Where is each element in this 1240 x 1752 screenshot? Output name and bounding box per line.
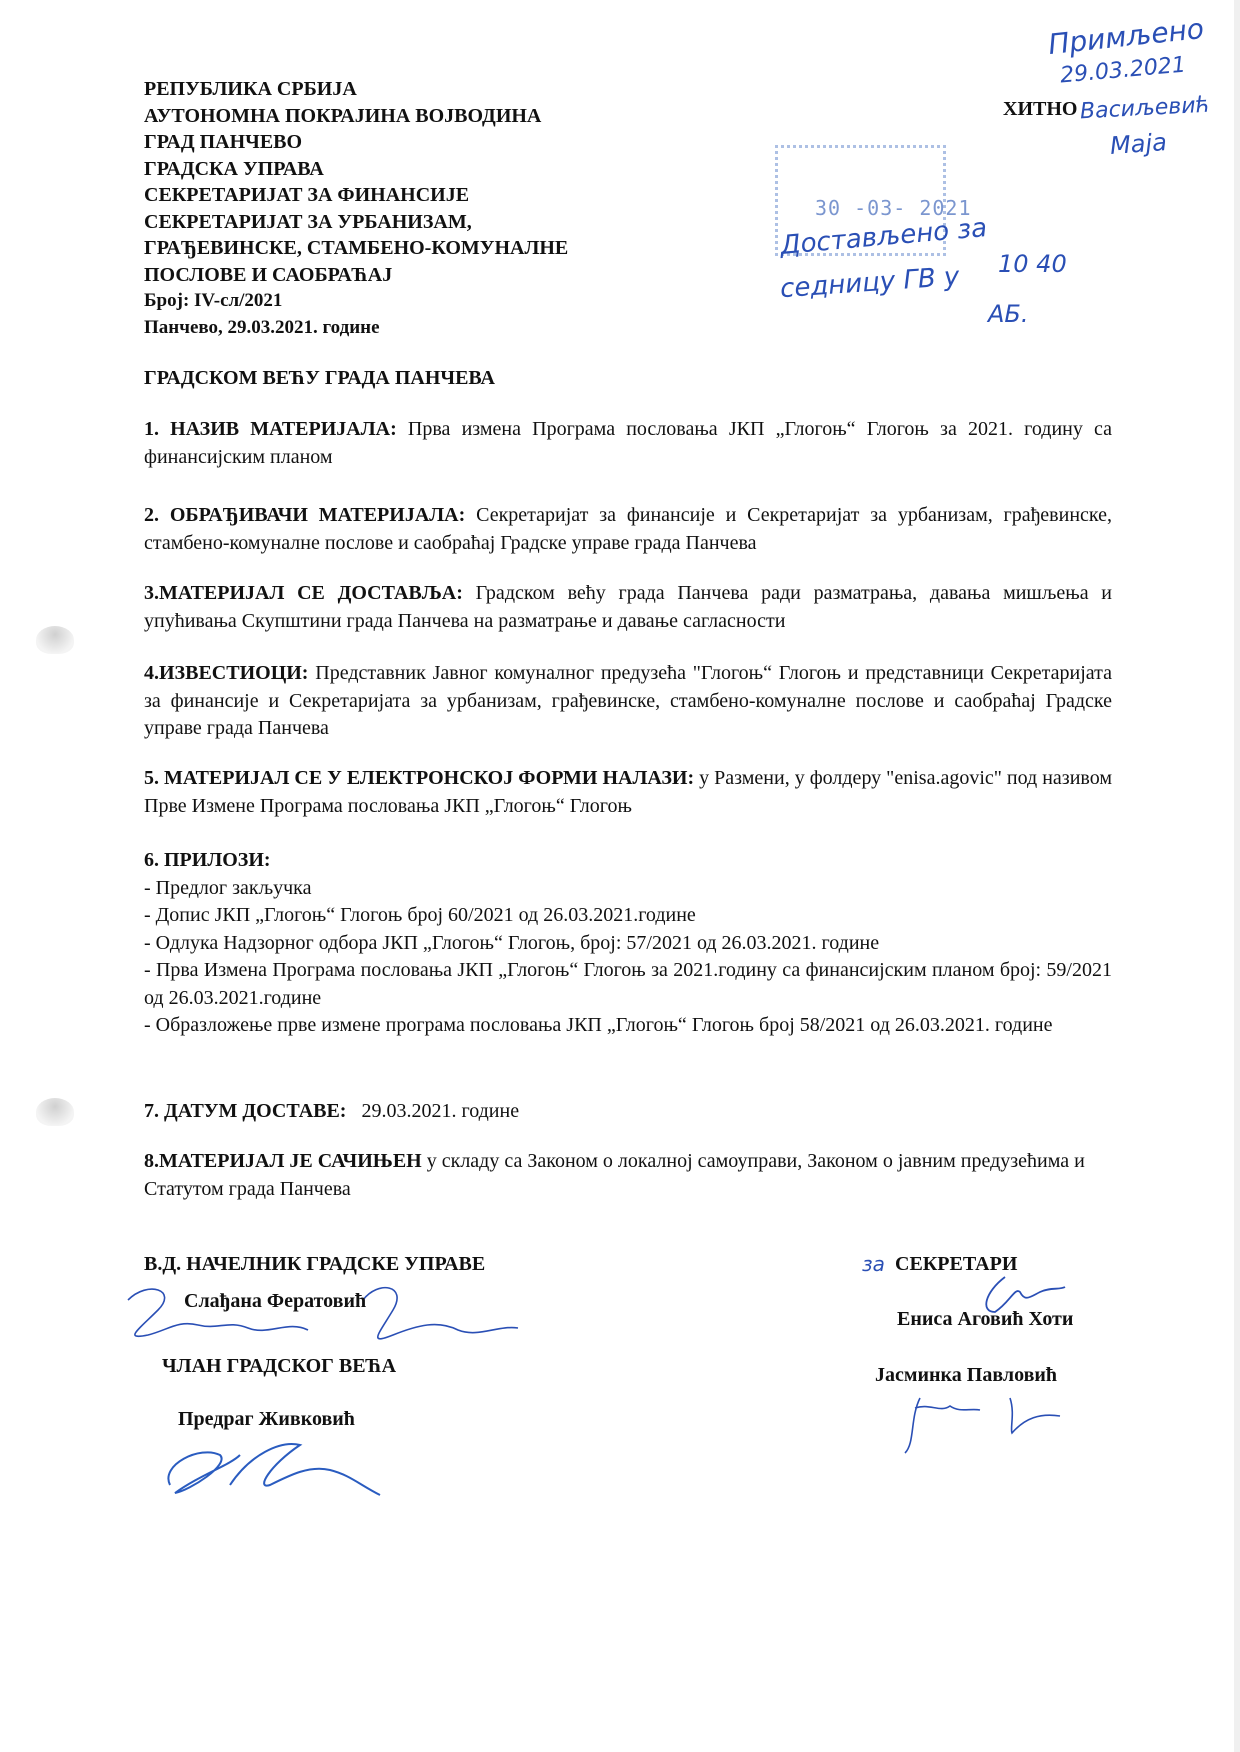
section-label: 1. НАЗИВ МАТЕРИЈАЛА: bbox=[144, 418, 397, 440]
section-text: Прва измена Програма пословања ЈКП „Глогоњ“ Глогоњ за 2021. годину са финансијским планом bbox=[144, 418, 1113, 468]
letterhead bbox=[144, 76, 568, 341]
signature-scribble-icon bbox=[160, 1435, 390, 1510]
handwritten-signature-name: Васиљевић bbox=[1079, 92, 1211, 125]
attachment-item: - Образложење прве измене програма пословања ЈКП „Глогоњ“ Глогоњ број 58/2021 од 26.03.2021. године bbox=[144, 1014, 1053, 1036]
section-compliance bbox=[144, 1148, 1112, 1203]
signature-title-head: В.Д. НАЧЕЛНИК ГРАДСКЕ УПРАВЕ bbox=[144, 1253, 486, 1275]
handwritten-za: за bbox=[862, 1252, 885, 1276]
section-text: Градском већу града Панчева ради разматрања, давања мишљења и упућивања Скупштини града Панчева на разматрање и давање сагласности bbox=[144, 582, 1113, 632]
letterhead-line: СЕКРЕТАРИЈАТ ЗА ФИНАНСИЈЕ bbox=[144, 184, 470, 206]
section-label: 3.МАТЕРИЈАЛ СЕ ДОСТАВЉА: bbox=[144, 582, 463, 604]
signatory-name: Јасминка Павловић bbox=[875, 1364, 1058, 1386]
punch-hole-icon bbox=[36, 626, 74, 654]
letterhead-line: ГРАД ПАНЧЕВО bbox=[144, 131, 303, 153]
handwritten-received-date: 29.03.2021 bbox=[1059, 52, 1187, 89]
section-delivered-to bbox=[144, 580, 1112, 635]
signatory-name: Слађана Фератовић bbox=[184, 1290, 367, 1312]
handwritten-received: Примљено bbox=[1046, 11, 1206, 62]
urgent-label: ХИТНО bbox=[1003, 98, 1078, 120]
section-electronic-location bbox=[144, 765, 1112, 820]
section-label: 4.ИЗВЕСТИОЦИ: bbox=[144, 662, 309, 684]
section-text: Представник Јавног комуналног предузећа "Глогоњ“ Глогоњ и представници Секретаријата за финансије и Секретаријата за урбанизам, грађевинске, стамбено-комуналне послове и саобраћај Градске управе града Панчева bbox=[144, 662, 1112, 739]
section-label: 7. ДАТУМ ДОСТАВЕ: bbox=[144, 1100, 347, 1122]
handwritten-stamp-note: Достављено за bbox=[779, 213, 989, 261]
punch-hole-icon bbox=[36, 1098, 74, 1126]
signature-scribble-icon bbox=[900, 1388, 1100, 1458]
attachments-section bbox=[144, 847, 1112, 1040]
letterhead-line: АУТОНОМНА ПОКРАЈИНА ВОЈВОДИНА bbox=[144, 104, 542, 127]
section-text: Секретаријат за финансије и Секретаријат за урбанизам, грађевинске, стамбено-комуналне послове и саобраћај Градске управе града Панчева bbox=[144, 504, 1112, 554]
document-number: Број: IV-сл/2021 bbox=[144, 290, 283, 311]
section-text: у Размени, у фолдеру "enisa.agovic" под називом Прве Измене Програма пословања ЈКП „Глогоњ“ Глогоњ bbox=[144, 767, 1112, 817]
section-rapporteurs bbox=[144, 660, 1112, 743]
letterhead-line: РЕПУБЛИКА СРБИЈА bbox=[144, 78, 357, 100]
section-label: 2. ОБРАЂИВАЧИ МАТЕРИЈАЛА: bbox=[144, 504, 466, 526]
handwritten-signature-firstname: Маја bbox=[1109, 128, 1168, 160]
section-delivery-date bbox=[144, 1098, 1112, 1126]
section-label: 5. МАТЕРИЈАЛ СЕ У ЕЛЕКТРОНСКОЈ ФОРМИ НАЛАЗИ: bbox=[144, 767, 695, 789]
attachment-item: - Прва Измена Програма пословања ЈКП „Глогоњ“ Глогоњ за 2021.годину са финансијским планом број: 59/2021 од 26.03.2021.године bbox=[144, 959, 1112, 1009]
letterhead-line: ГРАЂЕВИНСКЕ, СТАМБЕНО-КОМУНАЛНЕ bbox=[144, 237, 569, 259]
attachments-label: 6. ПРИЛОЗИ: bbox=[144, 849, 271, 871]
handwritten-initials: АБ. bbox=[988, 300, 1029, 328]
attachment-item: - Допис ЈКП „Глогоњ“ Глогоњ број 60/2021 од 26.03.2021.године bbox=[144, 904, 696, 926]
signature-title-council: ЧЛАН ГРАДСКОГ ВЕЋА bbox=[162, 1355, 397, 1377]
handwritten-stamp-time: 10 40 bbox=[998, 250, 1067, 278]
delivery-date-value: 29.03.2021. године bbox=[346, 1100, 520, 1122]
signature-title-secretaries: СЕКРЕТАРИ bbox=[895, 1253, 1018, 1275]
section-processors bbox=[144, 502, 1112, 557]
section-label: 8.МАТЕРИЈАЛ ЈЕ САЧИЊЕН bbox=[144, 1150, 422, 1172]
letterhead-line: СЕКРЕТАРИЈАТ ЗА УРБАНИЗАМ, bbox=[144, 210, 472, 233]
attachment-item: - Предлог закључка bbox=[144, 876, 312, 899]
handwritten-stamp-note: седницу ГВ у bbox=[779, 261, 961, 305]
document-date: Панчево, 29.03.2021. године bbox=[144, 316, 380, 338]
letterhead-line: ГРАДСКА УПРАВА bbox=[144, 157, 324, 180]
signatory-name: Предраг Живковић bbox=[178, 1408, 355, 1430]
attachment-item: - Одлука Надзорног одбора ЈКП „Глогоњ“ Глогоњ, број: 57/2021 од 26.03.2021. године bbox=[144, 931, 880, 954]
section-text: у складу са Законом о локалној самоуправи, Законом о јавним предузећима и Статутом града Панчева bbox=[144, 1150, 1085, 1200]
stamp-date: 30 -03- 2021 bbox=[815, 196, 972, 220]
letterhead-line: ПОСЛОВЕ И САОБРАЋАЈ bbox=[144, 263, 393, 286]
section-material-name bbox=[144, 416, 1112, 471]
page-edge bbox=[1234, 0, 1240, 1752]
addressee: ГРАДСКОМ ВЕЋУ ГРАДА ПАНЧЕВА bbox=[144, 367, 495, 389]
signatory-name: Ениса Аговић Хоти bbox=[897, 1308, 1074, 1330]
